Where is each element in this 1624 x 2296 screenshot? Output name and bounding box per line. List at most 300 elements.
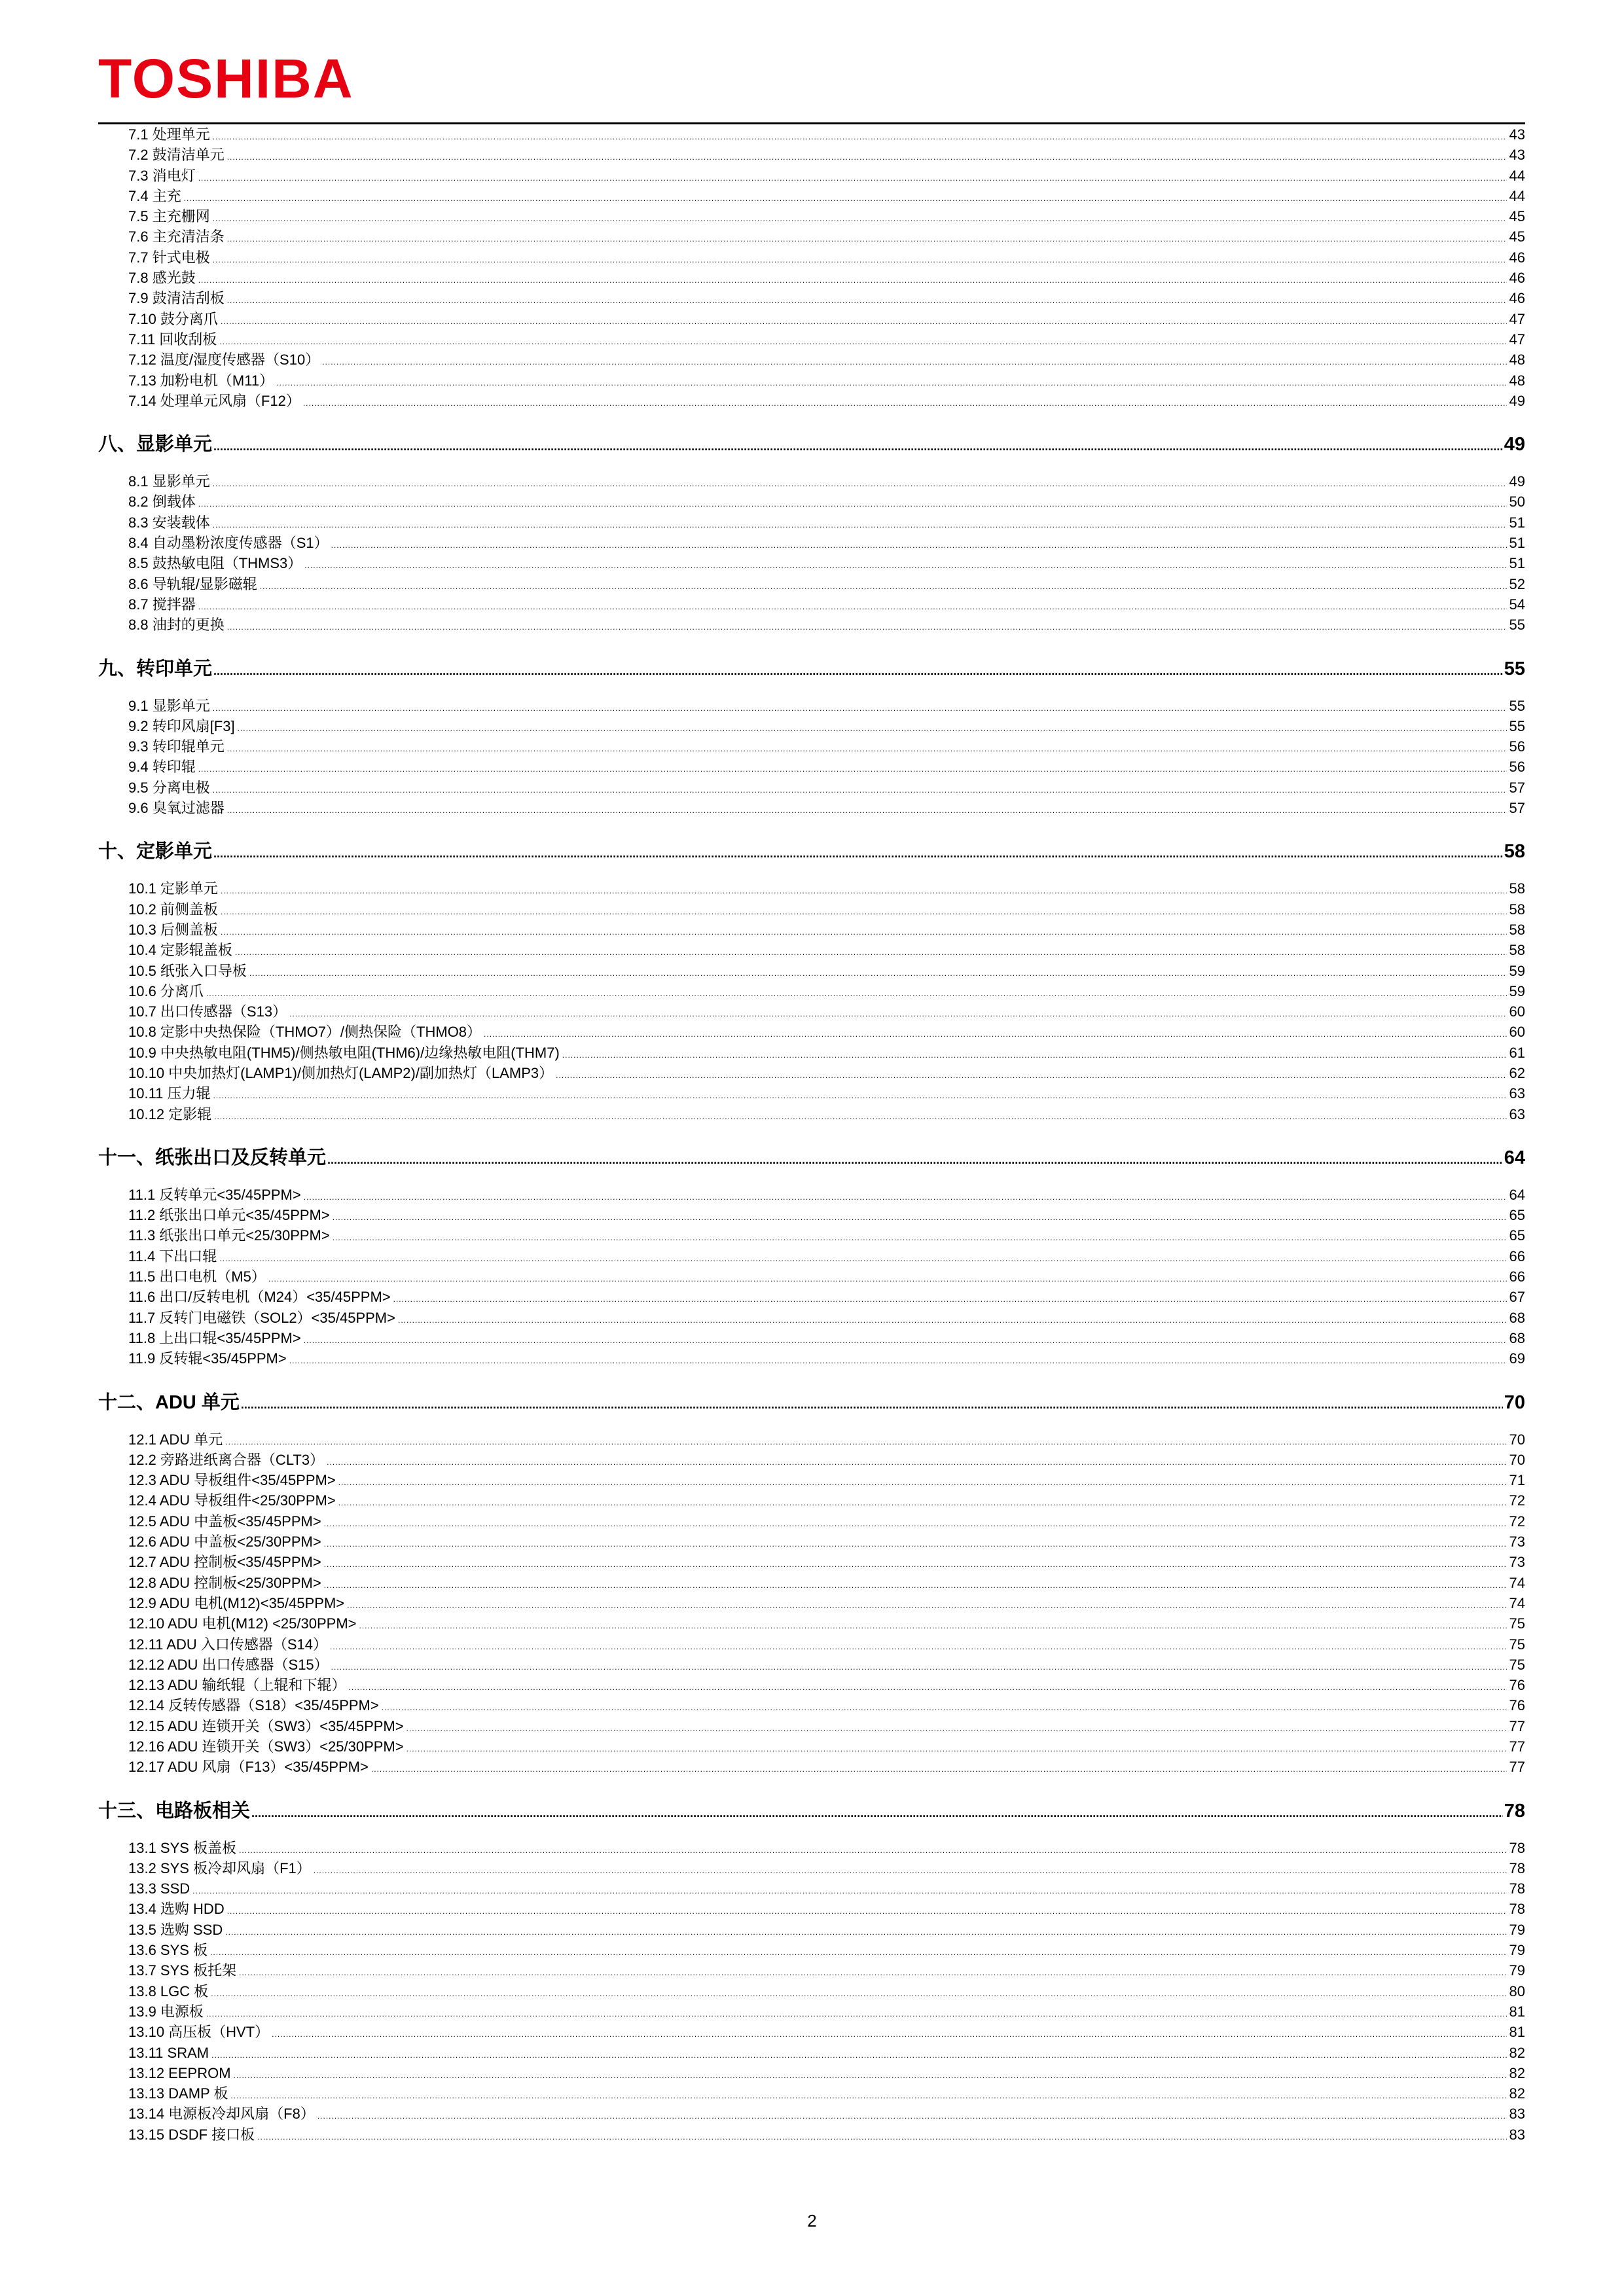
dot-leader xyxy=(268,1266,1507,1289)
toc-page-number: 79 xyxy=(1509,1942,1525,1959)
dot-leader xyxy=(324,1511,1507,1534)
toc-page-number: 64 xyxy=(1504,1147,1525,1168)
toc-page-number: 63 xyxy=(1509,1085,1525,1102)
toc-entry[interactable] xyxy=(98,1613,1525,1634)
toc-page-number: 47 xyxy=(1509,310,1525,327)
toc-label: 9.6 臭氧过滤器 xyxy=(128,800,225,817)
toc-entry[interactable] xyxy=(98,615,1525,635)
toc-entry[interactable] xyxy=(98,1104,1525,1124)
dot-leader xyxy=(221,899,1507,922)
toc-entry[interactable] xyxy=(98,2022,1525,2042)
dot-leader xyxy=(314,1858,1507,1881)
toc-page-number: 77 xyxy=(1509,1759,1525,1776)
dot-leader xyxy=(304,553,1506,576)
toshiba-logo: TOSHIBA xyxy=(98,48,354,109)
toc-page-number: 78 xyxy=(1509,1880,1525,1897)
toc-label: 7.1 处理单元 xyxy=(128,126,210,143)
toc-entry[interactable] xyxy=(98,878,1525,899)
toc-label: 11.6 出口/反转电机（M24）<35/45PPM> xyxy=(128,1289,391,1306)
toc-entry[interactable] xyxy=(98,1716,1525,1736)
dot-leader xyxy=(289,1348,1507,1371)
toc-page-number: 58 xyxy=(1509,901,1525,918)
toc-entry[interactable] xyxy=(98,1450,1525,1470)
toc-label: 13.13 DAMP 板 xyxy=(128,2085,228,2102)
dot-leader xyxy=(484,1022,1506,1045)
dot-leader xyxy=(289,1001,1506,1024)
toc-label: 11.9 反转辊<35/45PPM> xyxy=(128,1350,287,1367)
toc-entry[interactable] xyxy=(98,1858,1525,1878)
toc-label: 10.12 定影辊 xyxy=(128,1105,212,1122)
toc-page-number: 74 xyxy=(1509,1574,1525,1591)
toc-page-number: 78 xyxy=(1509,1839,1525,1856)
toc-label: 13.2 SYS 板冷却风扇（F1） xyxy=(128,1859,311,1876)
toc-entry[interactable] xyxy=(98,1225,1525,1246)
toc-entry[interactable] xyxy=(98,961,1525,981)
toc-entry[interactable] xyxy=(98,329,1525,350)
toc-page-number: 49 xyxy=(1504,434,1525,456)
toc-entry[interactable] xyxy=(98,533,1525,553)
toc-page-number: 58 xyxy=(1504,841,1525,863)
toc-label: 十二、ADU 单元 xyxy=(98,1391,240,1413)
toc-label: 12.14 反转传感器（S18）<35/45PPM> xyxy=(128,1697,379,1714)
toc-page-number: 45 xyxy=(1509,208,1525,225)
dot-leader xyxy=(227,145,1507,168)
toc-page-number: 79 xyxy=(1509,1962,1525,1979)
toc-entry[interactable] xyxy=(98,778,1525,798)
toc-label: 12.16 ADU 连锁开关（SW3）<25/30PPM> xyxy=(128,1738,404,1755)
dot-leader xyxy=(213,1083,1507,1106)
toc-entry[interactable] xyxy=(98,940,1525,960)
toc-entry[interactable] xyxy=(98,1634,1525,1655)
toc-entry[interactable] xyxy=(98,1981,1525,2001)
toc-label: 10.3 后侧盖板 xyxy=(128,921,218,938)
toc-page-number: 77 xyxy=(1509,1738,1525,1755)
toc-page-number: 78 xyxy=(1509,1859,1525,1876)
toc-page-number: 70 xyxy=(1509,1431,1525,1448)
dot-leader xyxy=(562,1043,1507,1066)
dot-leader xyxy=(225,1429,1506,1452)
toc-entry[interactable] xyxy=(98,1001,1525,1022)
toc-page-number: 79 xyxy=(1509,1921,1525,1938)
toc-chapter[interactable] xyxy=(98,1391,1525,1414)
dot-leader xyxy=(227,1899,1507,1922)
toc-entry[interactable] xyxy=(98,899,1525,920)
dot-leader xyxy=(198,492,1507,514)
toc-page-number: 76 xyxy=(1509,1697,1525,1714)
dot-leader xyxy=(227,226,1507,249)
toc-label: 11.1 反转单元<35/45PPM> xyxy=(128,1186,301,1203)
toc-page-number: 56 xyxy=(1509,738,1525,755)
toc-entry[interactable] xyxy=(98,1573,1525,1593)
toc-label: 12.15 ADU 连锁开关（SW3）<35/45PPM> xyxy=(128,1717,404,1734)
toc-entry[interactable] xyxy=(98,757,1525,777)
dot-leader xyxy=(330,1634,1506,1657)
toc-entry[interactable] xyxy=(98,492,1525,512)
toc-label: 十三、电路板相关 xyxy=(98,1800,251,1821)
dot-leader xyxy=(192,1878,1506,1901)
toc-page-number: 48 xyxy=(1509,372,1525,389)
toc-label: 12.10 ADU 电机(M12) <25/30PPM> xyxy=(128,1615,357,1632)
toc-page-number: 66 xyxy=(1509,1268,1525,1285)
toc-page-number: 64 xyxy=(1509,1186,1525,1203)
toc-entry[interactable] xyxy=(98,1348,1525,1369)
toc-chapter[interactable] xyxy=(98,658,1525,680)
dot-leader xyxy=(219,329,1506,352)
toc-chapter[interactable] xyxy=(98,840,1525,863)
toc-label: 13.11 SRAM xyxy=(128,2044,209,2061)
toc-page-number: 59 xyxy=(1509,962,1525,979)
dot-leader xyxy=(227,615,1507,637)
toc-label: 13.14 电源板冷却风扇（F8） xyxy=(128,2106,315,2123)
toc-page-number: 75 xyxy=(1509,1636,1525,1653)
dot-leader xyxy=(213,206,1507,229)
dot-leader xyxy=(213,433,1503,457)
toc-label: 10.9 中央热敏电阻(THM5)/侧热敏电阻(THM6)/边缘热敏电阻(THM7) xyxy=(128,1044,560,1061)
toc-label: 13.3 SSD xyxy=(128,1880,190,1897)
toc-label: 10.1 定影单元 xyxy=(128,880,218,897)
toc-page-number: 77 xyxy=(1509,1717,1525,1734)
toc-page-number: 58 xyxy=(1509,880,1525,897)
toc-page-number: 48 xyxy=(1509,351,1525,368)
toc-label: 8.7 搅拌器 xyxy=(128,596,196,613)
toc-label: 12.7 ADU 控制板<35/45PPM> xyxy=(128,1554,321,1571)
toc-page-number: 68 xyxy=(1509,1329,1525,1346)
dot-leader xyxy=(198,166,1507,188)
toc-label: 7.13 加粉电机（M11） xyxy=(128,372,274,389)
toc-label: 10.4 定影辊盖板 xyxy=(128,942,232,959)
toc-page-number: 75 xyxy=(1509,1656,1525,1673)
toc-label: 11.4 下出口辊 xyxy=(128,1247,217,1265)
toc-label: 13.15 DSDF 接口板 xyxy=(128,2126,255,2143)
toc-label: 13.7 SYS 板托架 xyxy=(128,1962,237,1979)
toc-page-number: 81 xyxy=(1509,2003,1525,2020)
toc-entry[interactable] xyxy=(98,1043,1525,1063)
toc-label: 13.9 电源板 xyxy=(128,2003,204,2020)
toc-page-number: 60 xyxy=(1509,1003,1525,1020)
dot-leader xyxy=(382,1695,1507,1718)
toc-page-number: 59 xyxy=(1509,982,1525,999)
toc-label: 13.12 EEPROM xyxy=(128,2064,231,2081)
toc-entry[interactable] xyxy=(98,1960,1525,1981)
toc-label: 7.12 温度/湿度传感器（S10） xyxy=(128,351,320,368)
toc-entry[interactable] xyxy=(98,1083,1525,1103)
toc-label: 10.11 压力辊 xyxy=(128,1085,211,1102)
toc-page-number: 44 xyxy=(1509,187,1525,204)
toc-page-number: 46 xyxy=(1509,270,1525,287)
toc-entry[interactable] xyxy=(98,981,1525,1001)
toc-entry[interactable] xyxy=(98,1328,1525,1348)
dot-leader xyxy=(249,961,1507,984)
toc-page-number: 66 xyxy=(1509,1247,1525,1265)
toc-chapter[interactable] xyxy=(98,433,1525,456)
toc-entry[interactable] xyxy=(98,1429,1525,1450)
toc-page-number: 69 xyxy=(1509,1350,1525,1367)
toc-entry[interactable] xyxy=(98,1695,1525,1715)
toc-page-number: 73 xyxy=(1509,1534,1525,1551)
dot-leader xyxy=(241,1391,1503,1416)
dot-leader xyxy=(198,594,1507,617)
toc-page-number: 70 xyxy=(1509,1451,1525,1468)
toc-label: 8.3 安装载体 xyxy=(128,514,210,531)
toc-page-number: 65 xyxy=(1509,1207,1525,1224)
toc-entry[interactable] xyxy=(98,1287,1525,1307)
toc-label: 12.5 ADU 中盖板<35/45PPM> xyxy=(128,1513,321,1530)
dot-leader xyxy=(393,1287,1507,1310)
dot-leader xyxy=(198,757,1507,780)
dot-leader xyxy=(359,1613,1507,1636)
toc-entry[interactable] xyxy=(98,798,1525,818)
dot-leader xyxy=(304,1185,1507,1208)
toc-label: 12.6 ADU 中盖板<25/30PPM> xyxy=(128,1534,321,1551)
dot-leader xyxy=(556,1063,1506,1086)
toc-page-number: 55 xyxy=(1509,717,1525,734)
toc-entry[interactable] xyxy=(98,1899,1525,1919)
toc-label: 11.8 上出口辊<35/45PPM> xyxy=(128,1329,301,1346)
toc-entry[interactable] xyxy=(98,1878,1525,1899)
toc-page-number: 51 xyxy=(1509,535,1525,552)
toc-entry[interactable] xyxy=(98,1655,1525,1675)
toc-entry[interactable] xyxy=(98,186,1525,206)
toc-entry[interactable] xyxy=(98,206,1525,226)
dot-leader xyxy=(317,2104,1507,2126)
toc-page-number: 83 xyxy=(1509,2126,1525,2143)
toc-label: 12.13 ADU 输纸辊（上辊和下辊） xyxy=(128,1677,346,1694)
dot-leader xyxy=(225,1920,1506,1943)
toc-entry[interactable] xyxy=(98,1736,1525,1757)
dot-leader xyxy=(184,186,1507,209)
toc-entry[interactable] xyxy=(98,288,1525,308)
toc-page-number: 52 xyxy=(1509,575,1525,592)
dot-leader xyxy=(257,2125,1506,2147)
dot-leader xyxy=(324,1573,1507,1596)
dot-leader xyxy=(324,1552,1507,1575)
toc-entry[interactable] xyxy=(98,1940,1525,1960)
toc-page-number: 81 xyxy=(1509,2024,1525,2041)
toc-page-number: 71 xyxy=(1509,1472,1525,1489)
toc-label: 8.5 鼓热敏电阻（THMS3） xyxy=(128,555,302,572)
toc-entry[interactable] xyxy=(98,370,1525,391)
toc-label: 7.7 针式电极 xyxy=(128,249,210,266)
dot-leader xyxy=(371,1757,1507,1780)
toc-entry[interactable] xyxy=(98,1675,1525,1695)
dot-leader xyxy=(213,778,1507,800)
toc-chapter[interactable] xyxy=(98,1147,1525,1169)
toc-entry[interactable] xyxy=(98,1920,1525,1940)
toc-entry[interactable] xyxy=(98,512,1525,533)
toc-entry[interactable] xyxy=(98,1552,1525,1572)
toc-entry[interactable] xyxy=(98,2001,1525,2022)
toc-entry[interactable] xyxy=(98,1511,1525,1532)
dot-leader xyxy=(338,1490,1507,1513)
toc-page-number: 76 xyxy=(1509,1677,1525,1694)
toc-label: 十一、纸张出口及反转单元 xyxy=(98,1147,327,1168)
toc-label: 10.7 出口传感器（S13） xyxy=(128,1003,287,1020)
toc-entry[interactable] xyxy=(98,226,1525,247)
toc-page-number: 58 xyxy=(1509,942,1525,959)
toc-entry[interactable] xyxy=(98,736,1525,757)
dot-leader xyxy=(333,1205,1507,1228)
dot-leader xyxy=(227,288,1507,311)
toc-entry[interactable] xyxy=(98,1757,1525,1777)
toc-page-number: 49 xyxy=(1509,473,1525,490)
toc-chapter[interactable] xyxy=(98,1800,1525,1822)
dot-leader xyxy=(206,2001,1507,2024)
toc-page-number: 54 xyxy=(1509,596,1525,613)
dot-leader xyxy=(234,2063,1507,2086)
toc-entry[interactable] xyxy=(98,594,1525,615)
toc-label: 8.2 倒载体 xyxy=(128,493,196,511)
toc-page-number: 82 xyxy=(1509,2064,1525,2081)
toc-label: 10.10 中央加热灯(LAMP1)/侧加热灯(LAMP2)/副加热灯（LAMP3） xyxy=(128,1064,554,1081)
dot-leader xyxy=(349,1675,1507,1698)
dot-leader xyxy=(324,1532,1507,1554)
toc-label: 13.5 选购 SSD xyxy=(128,1921,223,1938)
toc-entry[interactable] xyxy=(98,1532,1525,1552)
dot-leader xyxy=(213,124,1507,147)
dot-leader xyxy=(338,1470,1507,1493)
dot-leader xyxy=(327,1147,1503,1171)
toc-entry[interactable] xyxy=(98,696,1525,716)
toc-label: 9.1 显影单元 xyxy=(128,697,210,714)
toc-label: 13.6 SYS 板 xyxy=(128,1942,208,1959)
toc-label: 10.6 分离爪 xyxy=(128,982,204,999)
dot-leader xyxy=(221,878,1507,901)
toc-entry[interactable] xyxy=(98,1490,1525,1511)
toc-entry[interactable] xyxy=(98,391,1525,411)
toc-label: 九、转印单元 xyxy=(98,658,213,679)
dot-leader xyxy=(398,1308,1507,1331)
dot-leader xyxy=(260,574,1507,597)
toc-label: 8.4 自动墨粉浓度传感器（S1） xyxy=(128,535,329,552)
toc-label: 8.8 油封的更换 xyxy=(128,617,225,634)
toc-page-number: 44 xyxy=(1509,167,1525,184)
toc-entry[interactable] xyxy=(98,1246,1525,1266)
toc-entry[interactable] xyxy=(98,124,1525,145)
toc-entry[interactable] xyxy=(98,1838,1525,1858)
toc-page-number: 78 xyxy=(1509,1901,1525,1918)
toc-page-number: 46 xyxy=(1509,290,1525,307)
toc-label: 11.2 纸张出口单元<35/45PPM> xyxy=(128,1207,330,1224)
toc-entry[interactable] xyxy=(98,574,1525,594)
toc-label: 7.14 处理单元风扇（F12） xyxy=(128,392,300,409)
toc-label: 7.9 鼓清洁刮板 xyxy=(128,290,225,307)
toc-entry[interactable] xyxy=(98,2063,1525,2083)
toc-entry[interactable] xyxy=(98,2125,1525,2145)
dot-leader xyxy=(227,736,1507,759)
toc-entry[interactable] xyxy=(98,1308,1525,1328)
dot-leader xyxy=(213,840,1503,865)
toc-label: 9.5 分离电极 xyxy=(128,779,210,796)
dot-leader xyxy=(239,1838,1506,1861)
dot-leader xyxy=(272,2022,1506,2045)
toc-label: 9.2 转印风扇[F3] xyxy=(128,717,235,734)
dot-leader xyxy=(331,1655,1507,1677)
toc-label: 10.5 纸张入口导板 xyxy=(128,962,247,979)
toc-entry[interactable] xyxy=(98,1185,1525,1205)
toc-page-number: 46 xyxy=(1509,249,1525,266)
toc-page-number: 43 xyxy=(1509,126,1525,143)
dot-leader xyxy=(406,1736,1507,1759)
toc-label: 八、显影单元 xyxy=(98,434,213,456)
toc-entry[interactable] xyxy=(98,1266,1525,1287)
toc-label: 12.17 ADU 风扇（F13）<35/45PPM> xyxy=(128,1759,369,1776)
toc-entry[interactable] xyxy=(98,1593,1525,1613)
dot-leader xyxy=(211,2043,1506,2066)
toc-page-number: 61 xyxy=(1509,1044,1525,1061)
toc-label: 8.6 导轨辊/显影磁辊 xyxy=(128,575,257,592)
toc-page-number: 74 xyxy=(1509,1594,1525,1611)
dot-leader xyxy=(303,391,1507,414)
toc-page-number: 51 xyxy=(1509,514,1525,531)
toc-page-number: 56 xyxy=(1509,759,1525,776)
toc-page-number: 55 xyxy=(1504,658,1525,679)
toc-entry[interactable] xyxy=(98,166,1525,186)
toc-page-number: 55 xyxy=(1509,617,1525,634)
toc-entry[interactable] xyxy=(98,1022,1525,1042)
toc-entry[interactable] xyxy=(98,920,1525,940)
dot-leader xyxy=(333,1225,1507,1248)
toc-entry[interactable] xyxy=(98,145,1525,165)
toc-label: 12.1 ADU 单元 xyxy=(128,1431,223,1448)
toc-page-number: 68 xyxy=(1509,1309,1525,1326)
dot-leader xyxy=(210,1940,1506,1963)
dot-leader xyxy=(213,471,1507,494)
toc-page-number: 62 xyxy=(1509,1064,1525,1081)
toc-entry[interactable] xyxy=(98,309,1525,329)
dot-leader xyxy=(239,1960,1506,1983)
table-of-contents xyxy=(98,124,1525,2145)
toc-page-number: 43 xyxy=(1509,147,1525,164)
dot-leader xyxy=(221,920,1507,942)
toc-entry[interactable] xyxy=(98,1205,1525,1225)
dot-leader xyxy=(331,533,1507,556)
dot-leader xyxy=(230,2083,1506,2106)
toc-page-number: 57 xyxy=(1509,779,1525,796)
toc-label: 7.6 主充清洁条 xyxy=(128,228,225,245)
toc-page-number: 83 xyxy=(1509,2106,1525,2123)
toc-entry[interactable] xyxy=(98,716,1525,736)
dot-leader xyxy=(238,716,1507,739)
toc-label: 12.8 ADU 控制板<25/30PPM> xyxy=(128,1574,321,1591)
toc-label: 9.4 转印辊 xyxy=(128,759,196,776)
dot-leader xyxy=(211,1981,1506,2004)
dot-leader xyxy=(322,350,1506,372)
toc-entry[interactable] xyxy=(98,350,1525,370)
dot-leader xyxy=(213,658,1503,682)
toc-entry[interactable] xyxy=(98,2043,1525,2063)
toc-page-number: 60 xyxy=(1509,1024,1525,1041)
toc-page-number: 82 xyxy=(1509,2085,1525,2102)
toc-entry[interactable] xyxy=(98,1470,1525,1490)
dot-leader xyxy=(213,512,1507,535)
toc-label: 13.8 LGC 板 xyxy=(128,1982,209,2000)
dot-leader xyxy=(327,1450,1506,1473)
toc-entry[interactable] xyxy=(98,1063,1525,1083)
dot-leader xyxy=(221,309,1507,332)
toc-label: 13.10 高压板（HVT） xyxy=(128,2024,270,2041)
toc-label: 8.1 显影单元 xyxy=(128,473,210,490)
toc-entry[interactable] xyxy=(98,471,1525,492)
toc-entry[interactable] xyxy=(98,2083,1525,2104)
toc-entry[interactable] xyxy=(98,247,1525,268)
dot-leader xyxy=(347,1593,1506,1616)
toc-page-number: 49 xyxy=(1509,392,1525,409)
toc-entry[interactable] xyxy=(98,2104,1525,2124)
toc-label: 11.3 纸张出口单元<25/30PPM> xyxy=(128,1227,330,1244)
toc-entry[interactable] xyxy=(98,553,1525,573)
toc-entry[interactable] xyxy=(98,268,1525,288)
dot-leader xyxy=(235,940,1507,963)
